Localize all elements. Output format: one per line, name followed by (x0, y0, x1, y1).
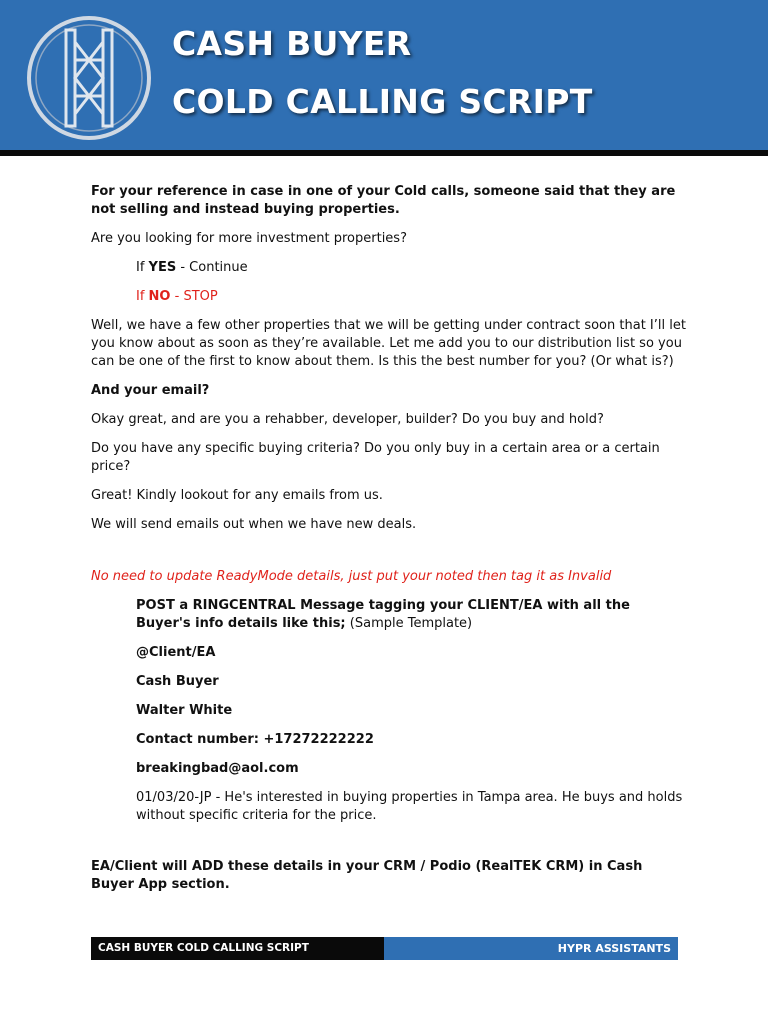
page-header (0, 0, 768, 150)
post-instruction (91, 597, 687, 633)
template-email: breakingbad@aol.com (136, 761, 299, 776)
post-instruction-sample: (Sample Template) (345, 616, 473, 631)
footer-company-name: HYPR ASSISTANTS (384, 937, 678, 960)
send-emails-text: We will send emails out when we have new deals. (91, 517, 417, 532)
template-client-tag: @Client/EA (136, 645, 216, 660)
email-question: And your email? (91, 383, 210, 398)
readymode-note: No need to update ReadyMode details, just put your noted then tag it as Invalid (91, 569, 612, 584)
template-note-entry: 01/03/20-JP - He's interested in buying properties in Tampa area. He buys and holds without specific criteria for the price. (136, 790, 683, 823)
post-instruction-bold: POST a RINGCENTRAL Message tagging your CLIENT/EA with all the Buyer's info details like this; (136, 598, 630, 631)
template-contact: Contact number: +17272222222 (136, 732, 374, 747)
template-cash-buyer: Cash Buyer (136, 674, 219, 689)
properties-paragraph: Well, we have a few other properties that we will be getting under contract soon that I’ll let you know about as soon as they’re available. Let me add you to our distribution list so you can be one of the first to know about them. Is this the best number for you? (Or what is?) (91, 318, 686, 369)
title-line-2: COLD CALLING SCRIPT (172, 82, 593, 121)
question-investment: Are you looking for more investment properties? (91, 231, 407, 246)
rehabber-question: Okay great, and are you a rehabber, developer, builder? Do you buy and hold? (91, 412, 604, 427)
footer-document-title: CASH BUYER COLD CALLING SCRIPT (91, 937, 384, 960)
criteria-question: Do you have any specific buying criteria? Do you only buy in a certain area or a certain price? (91, 441, 660, 474)
if-no-line (91, 288, 687, 306)
if-yes-suffix: - Continue (176, 260, 248, 275)
if-yes-prefix: If (136, 260, 149, 275)
script-body (91, 183, 687, 905)
template-name: Walter White (136, 703, 233, 718)
if-yes-line (91, 259, 687, 277)
intro-text: For your reference in case in one of your Cold calls, someone said that they are not selling and instead buying properties. (91, 184, 676, 217)
hypr-h-logo-icon (24, 12, 154, 144)
if-no-suffix: - STOP (170, 289, 218, 304)
if-no-keyword: NO (148, 289, 171, 304)
spacer (91, 836, 687, 858)
closing-instruction: EA/Client will ADD these details in your CRM / Podio (RealTEK CRM) in Cash Buyer App section. (91, 859, 643, 892)
header-divider (0, 150, 768, 156)
spacer (91, 545, 687, 568)
lookout-text: Great! Kindly lookout for any emails from us. (91, 488, 383, 503)
if-no-prefix: If (136, 289, 149, 304)
if-yes-keyword: YES (148, 260, 177, 275)
title-line-1: CASH BUYER (172, 24, 412, 63)
page-footer (91, 937, 678, 960)
